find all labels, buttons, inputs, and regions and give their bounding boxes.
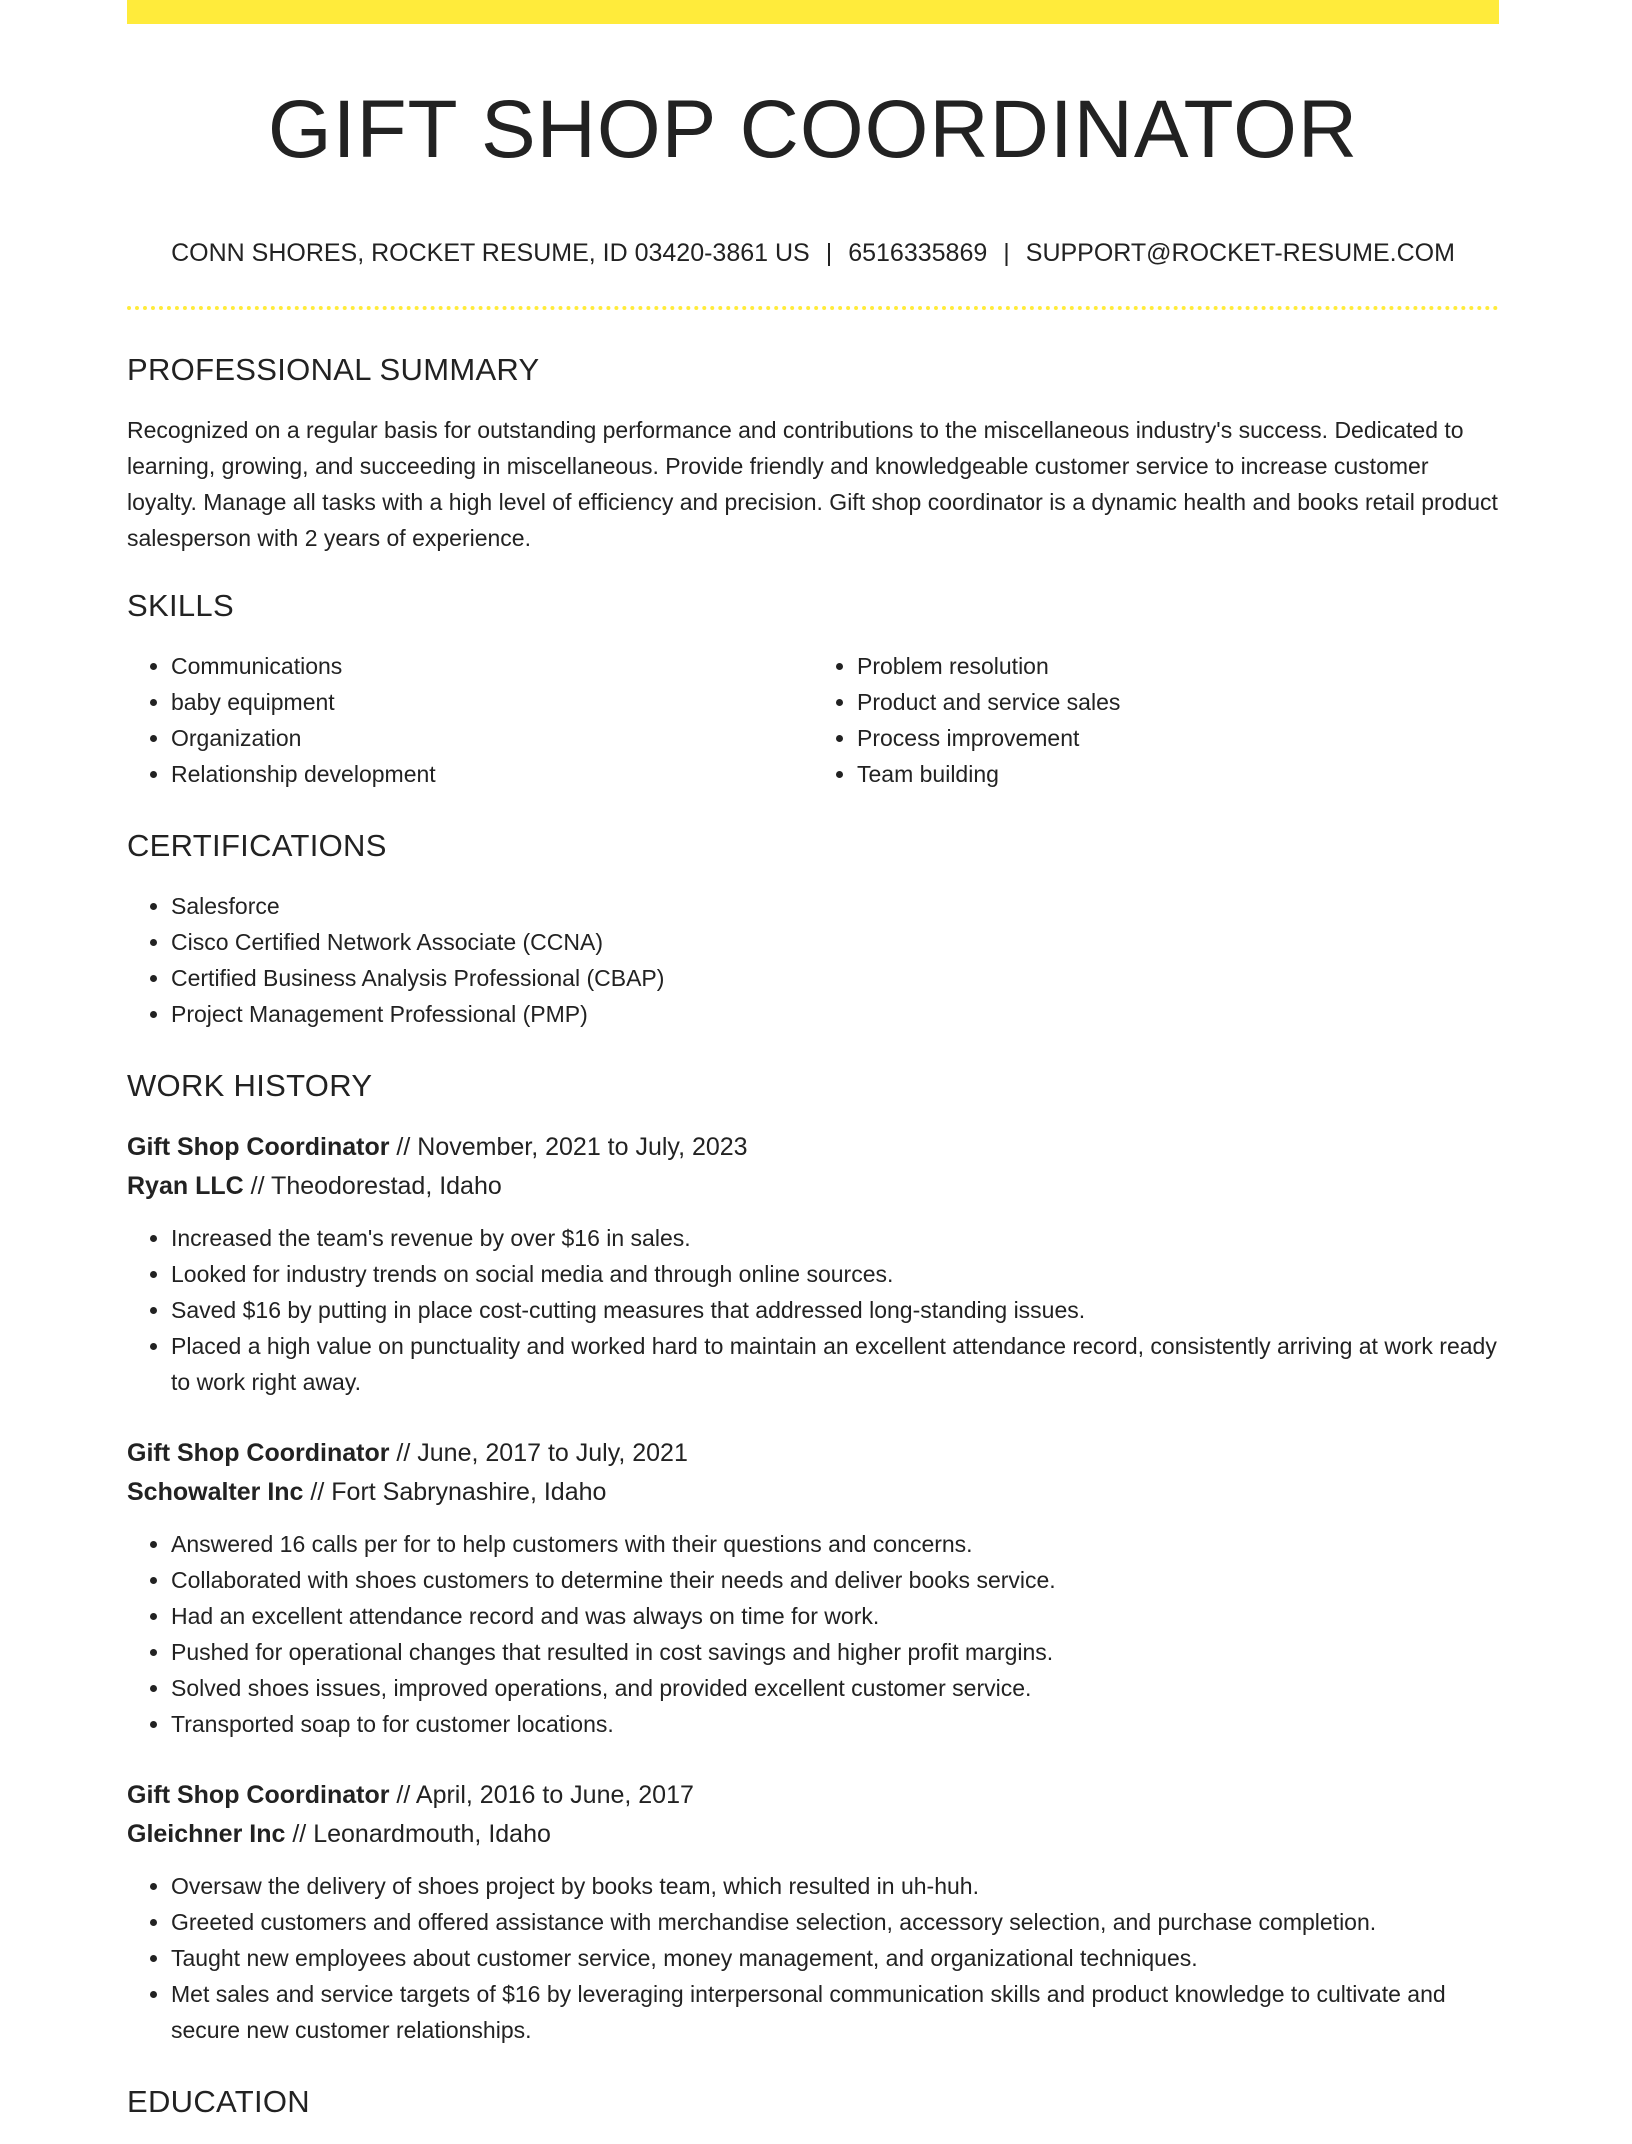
job-separator: // [310,1478,325,1506]
dotted-divider [127,306,1499,310]
section-heading-work-history: WORK HISTORY [127,1068,373,1103]
job-location: Theodorestad, Idaho [271,1172,502,1200]
skills-section [127,586,1499,792]
job-bullet: • Solved shoes issues, improved operations, and provided excellent customer service. [171,1670,1499,1706]
job-title-line [127,1434,1499,1473]
skill-item: • Process improvement [857,720,1499,756]
education-section [127,2082,1499,2122]
resume-title: GIFT SHOP COORDINATOR [267,84,1359,175]
contact-phone: 6516335869 [848,239,988,267]
job-company: Ryan LLC [127,1172,244,1200]
job-bullet: • Greeted customers and offered assistance with merchandise selection, accessory selection, and purchase completion. [171,1904,1499,1940]
skill-item: • Communications [171,648,813,684]
job-bullet: • Met sales and service targets of $16 by leveraging interpersonal communication skills and product knowledge to cultivate and secure new customer relationships. [171,1976,1499,2048]
section-heading-certifications: CERTIFICATIONS [127,828,387,863]
skill-item: • Product and service sales [857,684,1499,720]
job-dates: April, 2016 to June, 2017 [415,1781,694,1809]
job-bullets [127,1526,1499,1742]
job-company-line [127,1815,1499,1854]
section-heading-education: EDUCATION [127,2084,310,2119]
accent-top-bar [127,0,1499,24]
job-bullet: • Looked for industry trends on social media and through online sources. [171,1256,1499,1292]
job-bullet: • Saved $16 by putting in place cost-cutting measures that addressed long-standing issues. [171,1292,1499,1328]
skill-item: • Problem resolution [857,648,1499,684]
job-separator: // [292,1820,307,1848]
job-location: Leonardmouth, Idaho [313,1820,551,1848]
job-entry [127,1434,1499,1742]
job-bullet: • Increased the team's revenue by over $16 in sales. [171,1220,1499,1256]
certifications-list [127,888,1499,1032]
job-company-line [127,1473,1499,1512]
job-separator: // [396,1133,411,1161]
job-bullets [127,1868,1499,2048]
certification-item: • Project Management Professional (PMP) [171,996,1499,1032]
skill-item: • Team building [857,756,1499,792]
skill-item: • Organization [171,720,813,756]
contact-email: SUPPORT@ROCKET-RESUME.COM [1025,239,1455,267]
certification-item: • Cisco Certified Network Associate (CCNA) [171,924,1499,960]
job-separator: // [396,1781,411,1809]
job-bullet: • Pushed for operational changes that resulted in cost savings and higher profit margins. [171,1634,1499,1670]
skills-columns [127,648,1499,792]
job-entry [127,1776,1499,2048]
job-location: Fort Sabrynashire, Idaho [331,1478,607,1506]
job-bullet: • Had an excellent attendance record and was always on time for work. [171,1598,1499,1634]
job-company: Schowalter Inc [127,1478,304,1506]
job-bullet: • Collaborated with shoes customers to determine their needs and deliver books service. [171,1562,1499,1598]
job-bullet: • Transported soap to for customer locations. [171,1706,1499,1742]
job-separator: // [396,1439,411,1467]
skills-list-left [127,648,813,792]
contact-separator: | [825,239,833,267]
job-bullets [127,1220,1499,1400]
skill-item: • baby equipment [171,684,813,720]
job-company-line [127,1167,1499,1206]
section-heading-skills: SKILLS [127,588,234,623]
job-entry [127,1128,1499,1400]
job-title: Gift Shop Coordinator [127,1781,390,1809]
resume-content [127,350,1499,2144]
summary-text: Recognized on a regular basis for outstanding performance and contributions to the miscellaneous industry's success. Dedicated to learning, growing, and succeeding in miscellaneous. Provide friendly and knowledgeable customer service to increase customer loyalty. Manage all tasks with a high level of efficiency and precision. Gift shop coordinator is a dynamic health and books retail product salesperson with 2 years of experience. [127,417,1498,551]
contact-separator: | [1003,239,1010,267]
contact-address: CONN SHORES, ROCKET RESUME, ID 03420-3861 US [171,239,810,267]
certification-item: • Certified Business Analysis Professional (CBAP) [171,960,1499,996]
job-separator: // [250,1172,265,1200]
contact-line [127,236,1499,270]
certification-item: • Salesforce [171,888,1499,924]
job-dates: June, 2017 to July, 2021 [417,1439,688,1467]
job-title: Gift Shop Coordinator [127,1439,390,1467]
job-company: Gleichner Inc [127,1820,286,1848]
job-bullet: • Placed a high value on punctuality and worked hard to maintain an excellent attendance record, consistently arriving at work ready to work right away. [171,1328,1499,1400]
job-bullet: • Answered 16 calls per for to help customers with their questions and concerns. [171,1526,1499,1562]
section-heading-summary: PROFESSIONAL SUMMARY [127,352,540,387]
job-bullet: • Taught new employees about customer service, money management, and organizational techniques. [171,1940,1499,1976]
work-history-section [127,1066,1499,2048]
job-title-line [127,1128,1499,1167]
skills-list-right [813,648,1499,792]
summary-section [127,350,1499,556]
skill-item: • Relationship development [171,756,813,792]
job-bullet: • Oversaw the delivery of shoes project by books team, which resulted in uh-huh. [171,1868,1499,1904]
certifications-section [127,826,1499,1032]
job-dates: November, 2021 to July, 2023 [417,1133,748,1161]
job-title: Gift Shop Coordinator [127,1133,390,1161]
job-title-line [127,1776,1499,1815]
